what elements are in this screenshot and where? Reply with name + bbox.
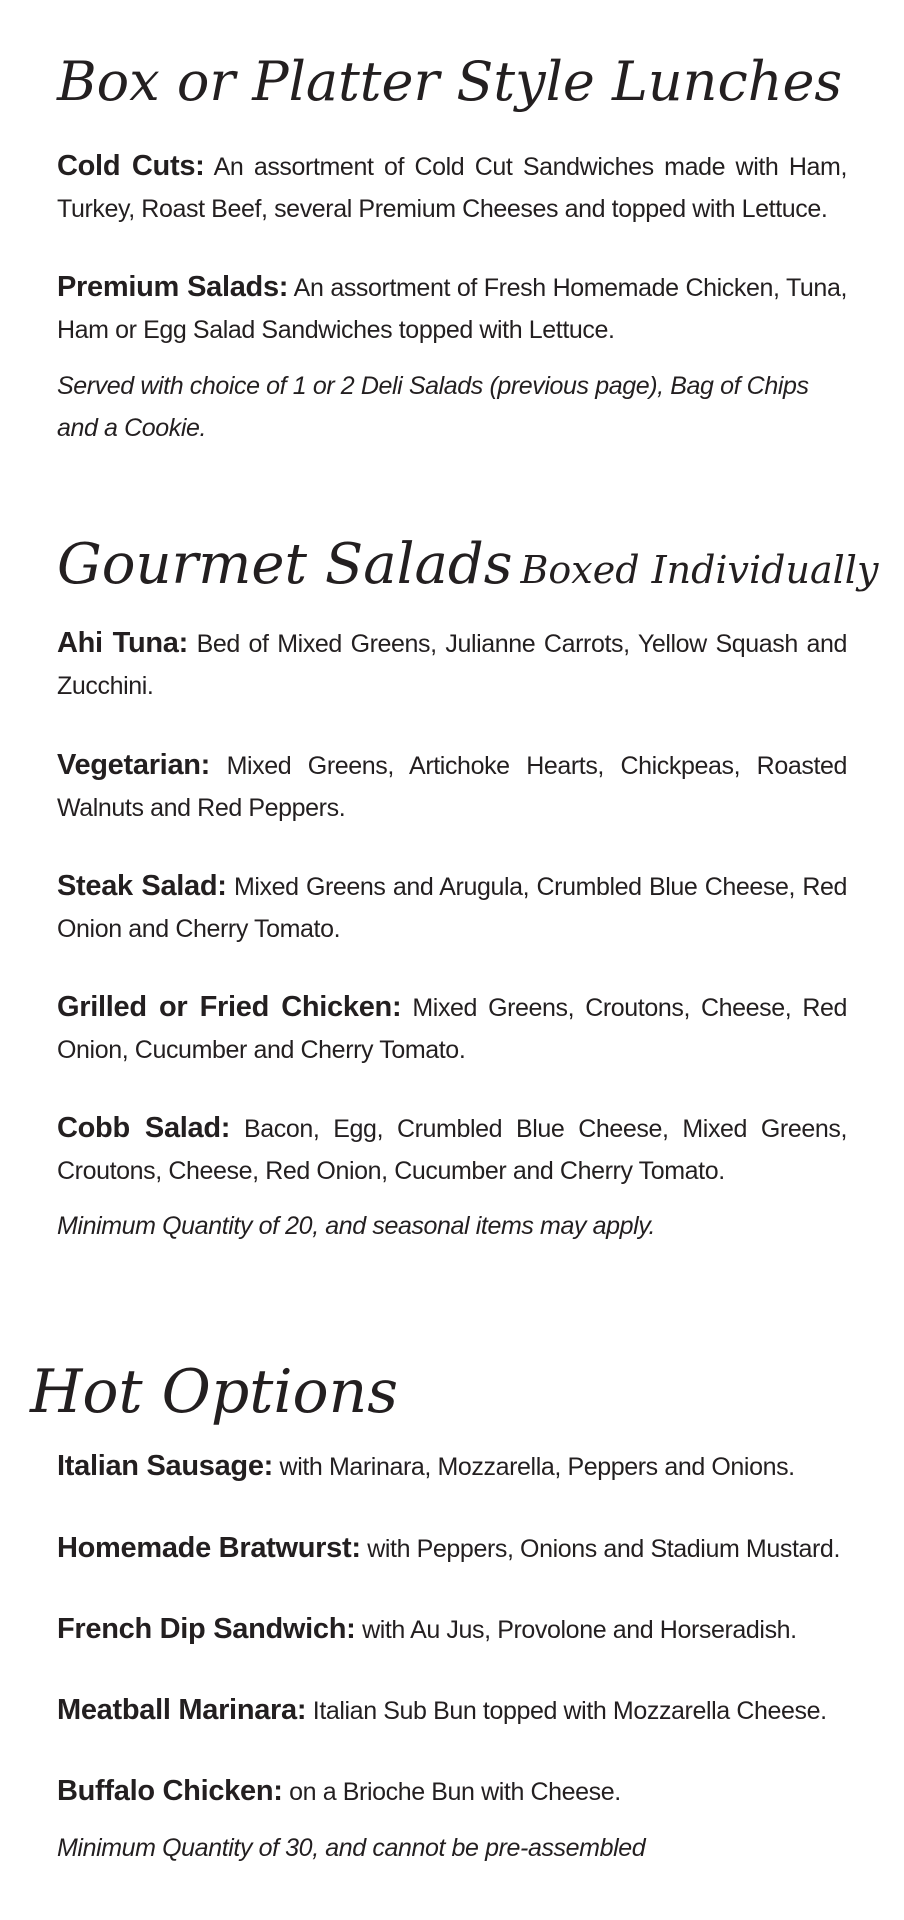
item-description: An assortment of Cold Cut Sandwiches made with Ham, Turkey, Roast Beef, several Premium Cheeses and topped with Lettuce. xyxy=(57,153,847,223)
gourmet-salads-title: Gourmet Salads xyxy=(57,532,513,597)
meatball-marinara-item xyxy=(57,1689,847,1732)
item-description: Mixed Greens, Croutons, Cheese, Red Onion, Cucumber and Cherry Tomato. xyxy=(57,994,848,1064)
item-name: Buffalo Chicken: xyxy=(57,1775,283,1807)
item-description: with Au Jus, Provolone and Horseradish. xyxy=(362,1616,797,1644)
vegetarian-item xyxy=(57,744,847,829)
item-name: Meatball Marinara: xyxy=(57,1694,307,1726)
cold-cuts-item xyxy=(57,145,847,230)
item-description: Bacon, Egg, Crumbled Blue Cheese, Mixed Greens, Croutons, Cheese, Red Onion, Cucumber and Cherry Tomato. xyxy=(57,1115,848,1185)
gourmet-salads-note: Minimum Quantity of 20, and seasonal items may apply. xyxy=(57,1212,656,1240)
cobb-salad-item xyxy=(57,1107,847,1192)
item-description: on a Brioche Bun with Cheese. xyxy=(289,1778,621,1806)
item-name: Cobb Salad: xyxy=(57,1112,231,1144)
bratwurst-item xyxy=(57,1527,847,1570)
item-name: Cold Cuts: xyxy=(57,150,205,182)
item-description: with Peppers, Onions and Stadium Mustard. xyxy=(367,1535,840,1563)
item-name: Homemade Bratwurst: xyxy=(57,1532,361,1564)
item-name: Vegetarian: xyxy=(57,749,211,781)
premium-salads-item xyxy=(57,266,847,351)
item-description: Mixed Greens, Artichoke Hearts, Chickpeas, Roasted Walnuts and Red Peppers. xyxy=(57,752,848,822)
gourmet-salads-section xyxy=(57,532,879,597)
box-platter-heading: Box or Platter Style Lunches xyxy=(57,50,843,113)
item-description: Mixed Greens and Arugula, Crumbled Blue Cheese, Red Onion and Cherry Tomato. xyxy=(57,873,848,943)
item-name: Italian Sausage: xyxy=(57,1450,273,1482)
grilled-chicken-item xyxy=(57,986,847,1071)
item-name: Ahi Tuna: xyxy=(57,627,188,659)
item-name: Premium Salads: xyxy=(57,271,289,303)
box-platter-section xyxy=(57,50,847,113)
item-name: Steak Salad: xyxy=(57,870,227,902)
hot-options-note: Minimum Quantity of 30, and cannot be pre-assembled xyxy=(57,1834,646,1862)
hot-options-section xyxy=(30,1357,820,1427)
item-name: Grilled or Fried Chicken: xyxy=(57,991,402,1023)
hot-options-heading: Hot Options xyxy=(30,1357,399,1427)
item-name: French Dip Sandwich: xyxy=(57,1613,356,1645)
french-dip-item xyxy=(57,1608,847,1651)
gourmet-salads-heading xyxy=(57,532,879,597)
steak-salad-item xyxy=(57,865,847,950)
item-description: An assortment of Fresh Homemade Chicken, Tuna, Ham or Egg Salad Sandwiches topped with Lettuce. xyxy=(57,274,847,344)
ahi-tuna-item xyxy=(57,622,847,707)
gourmet-salads-subheading: Boxed Individually xyxy=(520,548,879,592)
item-description: with Marinara, Mozzarella, Peppers and Onions. xyxy=(279,1453,795,1481)
buffalo-chicken-item xyxy=(57,1770,847,1813)
box-platter-note: Served with choice of 1 or 2 Deli Salads (previous page), Bag of Chips and a Cookie. xyxy=(57,372,809,442)
item-description: Italian Sub Bun topped with Mozzarella Cheese. xyxy=(312,1697,827,1725)
italian-sausage-item xyxy=(57,1445,847,1488)
item-description: Bed of Mixed Greens, Julianne Carrots, Yellow Squash and Zucchini. xyxy=(57,630,847,700)
